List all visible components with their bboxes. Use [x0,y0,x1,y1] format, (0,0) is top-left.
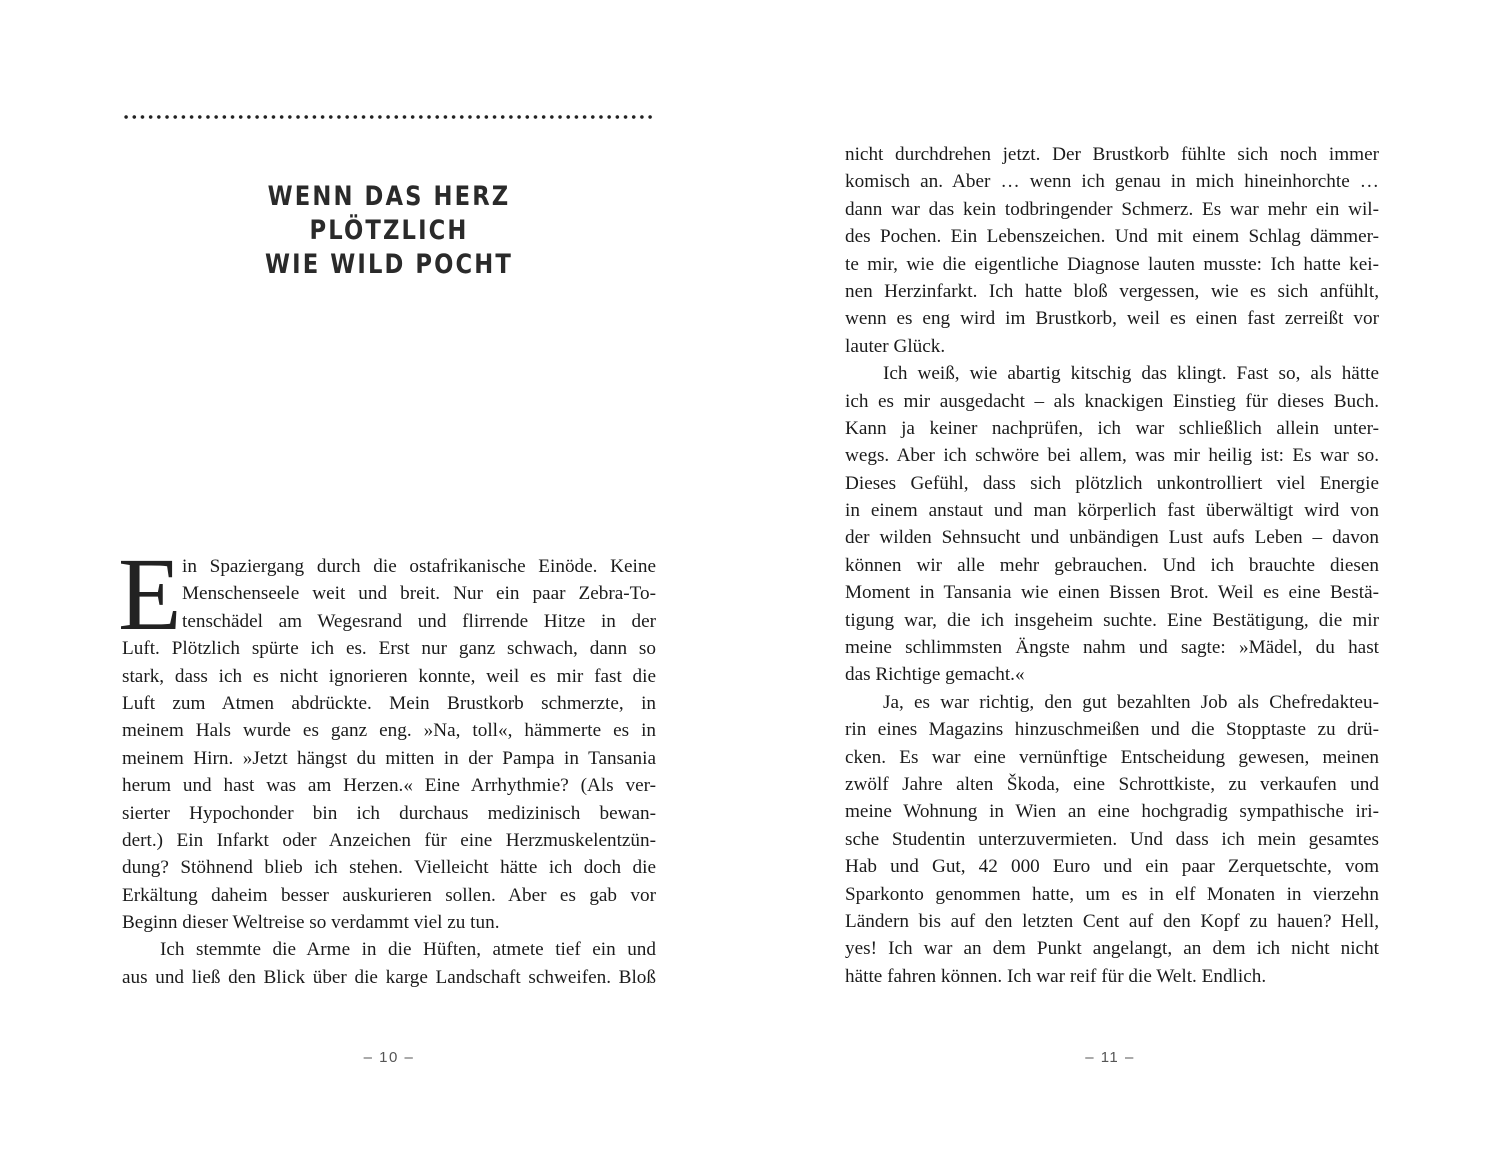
text-line: stark, dass ich es nicht ignorieren konnte, weil es mir fast die [122,665,656,687]
text-line: hätte fahren können. Ich war reif für die Welt. Endlich. [845,965,1267,987]
text-line: dann war das kein todbringender Schmerz. Es war mehr ein wil- [845,198,1379,220]
body-text-right [845,141,1379,990]
text-line: wegs. Aber ich schwöre bei allem, was mir heilig ist: Es war so. [845,445,1379,467]
text-line: nicht durchdrehen jetzt. Der Brustkorb fühlte sich noch immer [845,144,1379,165]
text-line: cken. Es war eine vernünftige Entscheidung gewesen, meinen [845,746,1379,768]
text-line: dert.) Ein Infarkt oder Anzeichen für eine Herzmuskelentzün- [122,829,656,851]
text-line: Menschenseele weit und breit. Nur ein paar Zebra-To- [182,583,656,605]
text-line: Kann ja keiner nachprüfen, ich war schließlich allein unter- [845,417,1379,439]
text-line: Ich weiß, wie abartig kitschig das klingt. Fast so, als hätte [883,363,1379,385]
text-line: in Spaziergang durch die ostafrikanische Einöde. Keine [182,556,656,577]
text-line: Moment in Tansania wie einen Bissen Brot. Weil es eine Bestä- [845,582,1379,604]
page-number-dash: – [1124,1049,1135,1066]
text-line: te mir, wie die eigentliche Diagnose lauten musste: Ich hatte kei- [845,253,1379,275]
text-line: tigung war, die ich insgeheim suchte. Eine Bestätigung, die mir [845,609,1379,631]
text-line: lauter Glück. [845,335,946,357]
page-number-dash: – [1085,1049,1096,1066]
text-line: wenn es eng wird im Brustkorb, weil es einen fast zerreißt vor [845,308,1379,330]
page-number-dash: – [404,1049,415,1066]
body-text-left [118,537,656,991]
text-line: Dieses Gefühl, dass sich plötzlich unkontrolliert viel Energie [845,472,1379,494]
text-line: der wilden Sehnsucht und unbändigen Lust aufs Leben – davon [845,527,1379,549]
text-line: Ja, es war richtig, den gut bezahlten Job als Chefredakteu- [883,691,1379,713]
text-line: herum und hast was am Herzen.« Eine Arrhythmie? (Als ver- [122,775,656,797]
text-line: dung? Stöhnend blieb ich stehen. Vielleicht hätte ich doch die [122,857,656,879]
page-number-value: 11 [1100,1049,1120,1066]
text-line: meine schlimmsten Ängste nahm und sagte: »Mädel, du hast [845,637,1379,659]
page-number [14,1049,764,1066]
text-line: sche Studentin unterzuvermieten. Und dass ich mein gesamtes [845,828,1379,850]
page-number-dash: – [363,1049,374,1066]
chapter-title-line: PLÖTZLICH [309,215,469,246]
text-line: ich es mir ausgedacht – als knackigen Einstieg für dieses Buch. [845,390,1379,412]
dotted-rule [122,114,656,120]
page-number [750,1049,1470,1066]
text-line: rin eines Magazins hinzuschmeißen und die Stopptaste zu drü- [845,719,1379,741]
chapter-title-line: WENN DAS HERZ [267,181,511,212]
text-line: können wir alle mehr gebrauchen. Und ich brauchte diesen [845,554,1379,576]
text-line: Sparkonto genommen hatte, um es in elf Monaten in vierzehn [845,883,1379,905]
text-line: komisch an. Aber … wenn ich genau in mich hineinhorchte … [845,171,1379,193]
text-line: des Pochen. Ein Lebenszeichen. Und mit einem Schlag dämmer- [845,226,1379,248]
text-line: meinem Hirn. »Jetzt hängst du mitten in der Pampa in Tansania [122,747,656,769]
drop-cap: E [118,537,182,652]
text-line: zwölf Jahre alten Škoda, eine Schrottkiste, zu verkaufen und [845,773,1379,795]
text-line: Beginn dieser Weltreise so verdammt viel zu tun. [122,912,500,934]
text-line: yes! Ich war an dem Punkt angelangt, an dem ich nicht nicht [845,938,1379,960]
text-line: Hab und Gut, 42 000 Euro und ein paar Zerquetschte, vom [845,856,1379,878]
text-line: meine Wohnung in Wien an eine hochgradig sympathische iri- [845,801,1379,823]
chapter-title [165,180,614,282]
text-line: sierter Hypochonder bin ich durchaus medizinisch bewan- [122,802,656,824]
text-line: nen Herzinfarkt. Ich hatte bloß vergessen, wie es sich anfühlt, [845,280,1379,302]
text-line: Ich stemmte die Arme in die Hüften, atmete tief ein und [160,939,656,961]
text-line: Luft zum Atmen abdrückte. Mein Brustkorb schmerzte, in [122,692,656,714]
text-line: das Richtige gemacht.« [845,664,1025,686]
text-line: in einem anstaut und man körperlich fast überwältigt wird von [845,500,1379,522]
text-line: Ländern bis auf den letzten Cent auf den Kopf zu hauen? Hell, [845,910,1379,932]
text-line: aus und ließ den Blick über die karge Landschaft schweifen. Bloß [122,966,656,988]
text-line: Luft. Plötzlich spürte ich es. Erst nur ganz schwach, dann so [122,638,656,660]
text-line: meinem Hals wurde es ganz eng. »Na, toll«, hämmerte es in [122,720,656,742]
text-line: Erkältung daheim besser auskurieren sollen. Aber es gab vor [122,884,656,906]
text-line: tenschädel am Wegesrand und flirrende Hitze in der [182,610,656,632]
chapter-title-line: WIE WILD POCHT [265,249,513,280]
page-number-value: 10 [379,1049,399,1066]
